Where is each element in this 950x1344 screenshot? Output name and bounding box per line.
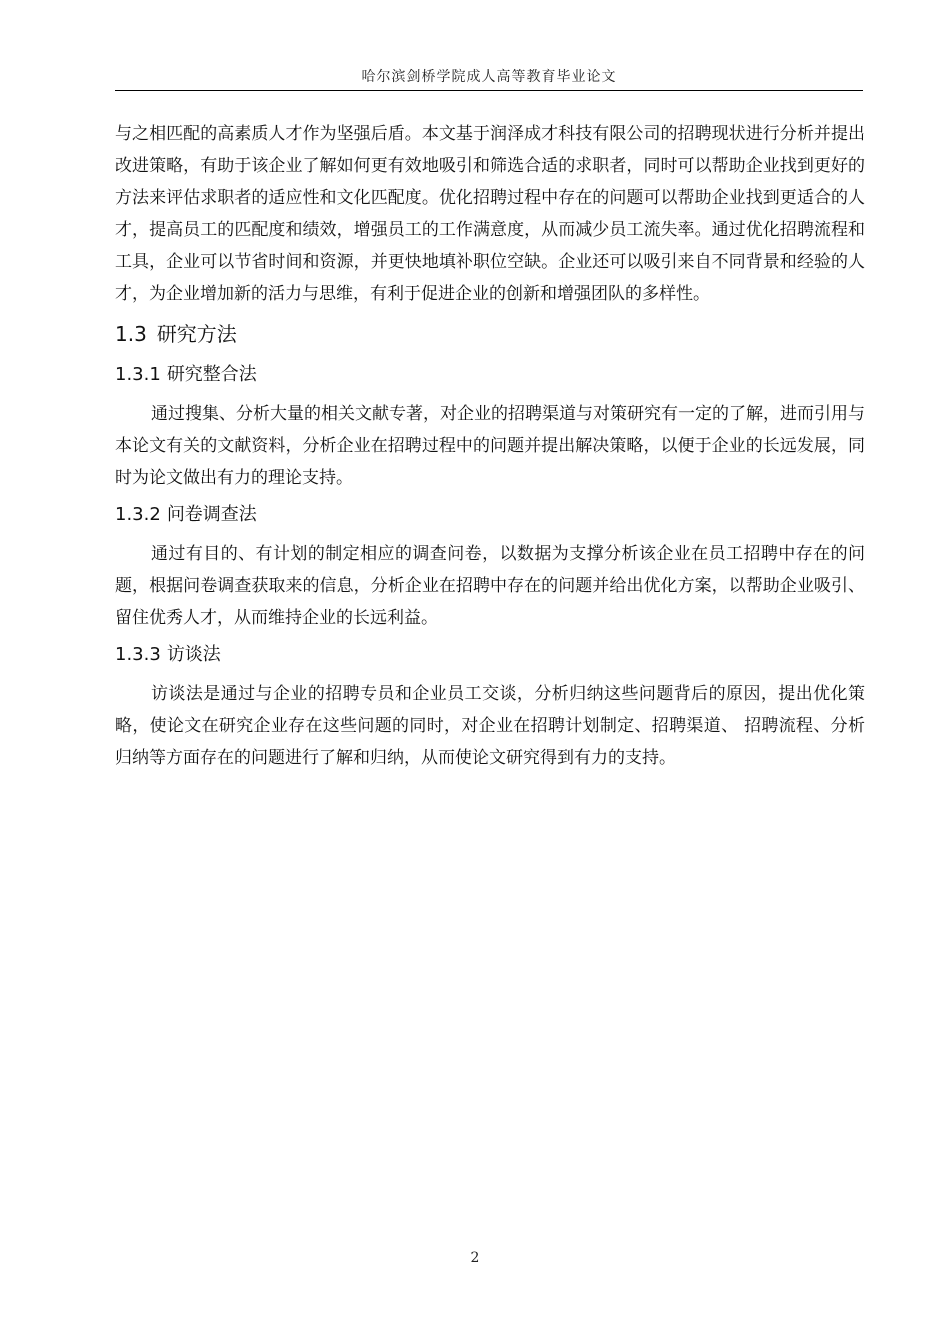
subsection-heading-1-3-2 xyxy=(115,498,865,532)
running-header: 哈尔滨剑桥学院成人高等教育毕业论文 xyxy=(361,69,617,85)
subsection-paragraph-1-3-2: 通过有目的、有计划的制定相应的调查问卷，以数据为支撑分析该企业在员工招聘中存在的问题，根据问卷调查获取来的信息，分析企业在招聘中存在的问题并给出优化方案，以帮助企业吸引、留住优秀人才，从而维持企业的长远利益。 xyxy=(115,544,865,628)
intro-paragraph: 与之相匹配的高素质人才作为坚强后盾。本文基于润泽成才科技有限公司的招聘现状进行分析并提出改进策略，有助于该企业了解如何更有效地吸引和筛选合适的求职者，同时可以帮助企业找到更好的方法来评估求职者的适应性和文化匹配度。优化招聘过程中存在的问题可以帮助企业找到更适合的人才，提高员工的匹配度和绩效，增强员工的工作满意度，从而减少员工流失率。通过优化招聘流程和工具，企业可以节省时间和资源，并更快地填补职位空缺。企业还可以吸引来自不同背景和经验的人才，为企业增加新的活力与思维，有利于促进企业的创新和增强团队的多样性。 xyxy=(115,124,865,304)
page-body xyxy=(115,118,865,774)
subsection-heading-1-3-1 xyxy=(115,358,865,392)
subsection-heading-1-3-3 xyxy=(115,638,865,672)
subsection-title: 问卷调查法 xyxy=(166,504,257,525)
subsection-number: 1.3.2 xyxy=(115,504,161,525)
section-number: 1.3 xyxy=(115,322,147,346)
subsection-title: 研究整合法 xyxy=(166,364,257,385)
subsection-number: 1.3.1 xyxy=(115,364,161,385)
subsection-paragraph-1-3-3: 访谈法是通过与企业的招聘专员和企业员工交谈，分析归纳这些问题背后的原因，提出优化策略，使论文在研究企业存在这些问题的同时，对企业在招聘计划制定、招聘渠道、 招聘流程、分析归纳等方面存在的问题进行了解和归纳，从而使论文研究得到有力的支持。 xyxy=(115,684,865,768)
page-number: 2 xyxy=(470,1250,480,1266)
subsection-title: 访谈法 xyxy=(166,644,221,665)
subsection-paragraph-1-3-1: 通过搜集、分析大量的相关文献专著，对企业的招聘渠道与对策研究有一定的了解，进而引用与本论文有关的文献资料，分析企业在招聘过程中的问题并提出解决策略，以便于企业的长远发展，同时为论文做出有力的理论支持。 xyxy=(115,404,865,488)
section-heading xyxy=(115,316,865,352)
section-title: 研究方法 xyxy=(156,322,237,346)
subsection-number: 1.3.3 xyxy=(115,644,161,665)
header-divider xyxy=(115,90,863,91)
